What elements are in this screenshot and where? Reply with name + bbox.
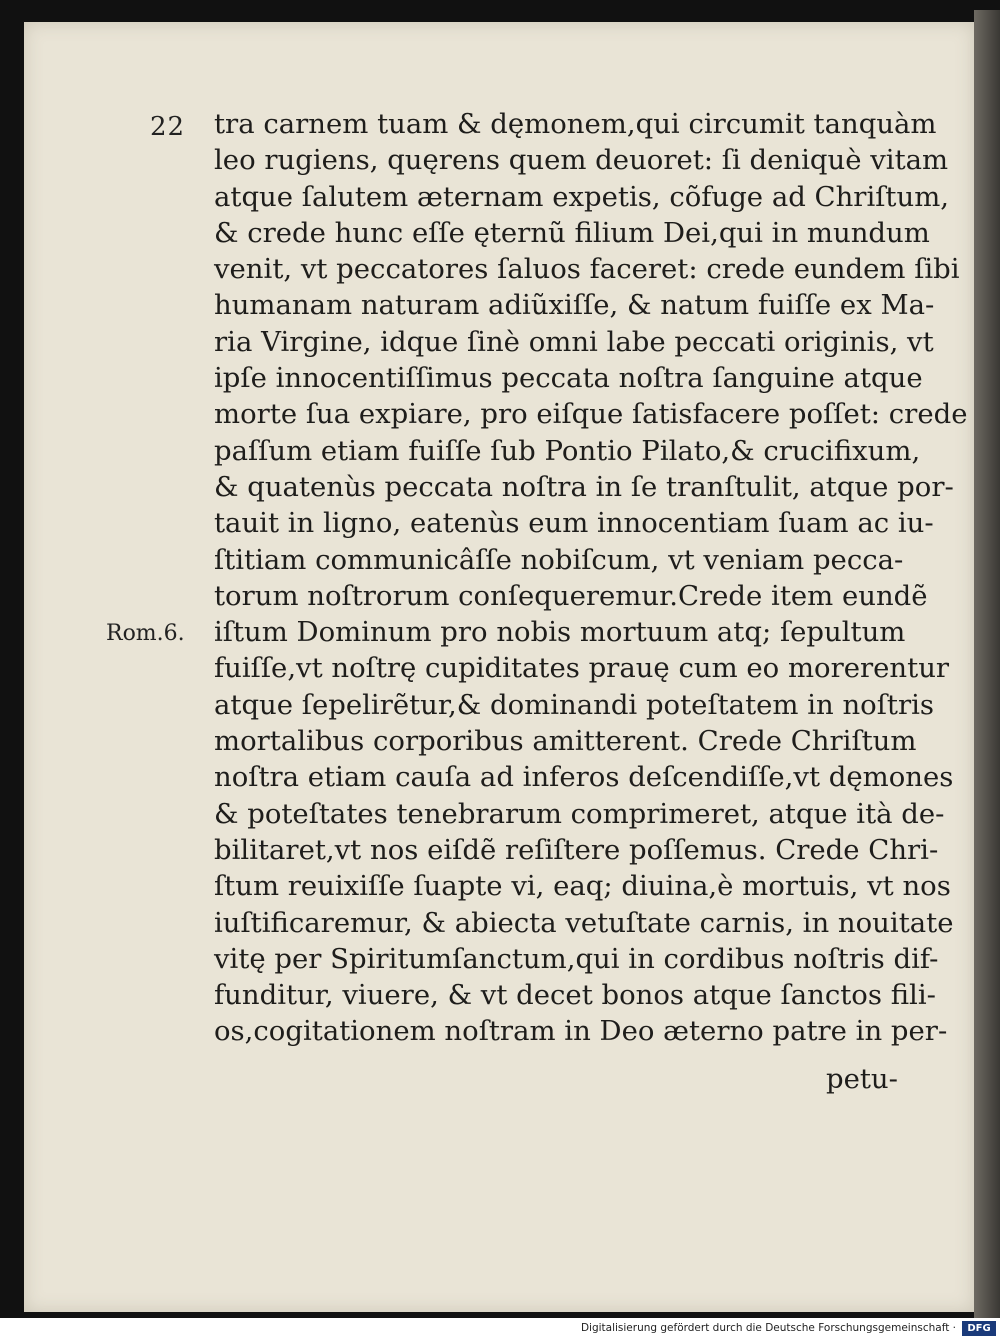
text-line-7: ria Virgine, idque ſinè omni labe peccati originis, vt [214,325,934,358]
text-line-26: os,cogitationem noſtram in Deo æterno patre in per- [214,1015,948,1048]
text-line-19: noſtra etiam cauſa ad inferos deſcendiſſe,vt dęmones [214,761,954,794]
text-line-11: & quatenùs peccata noſtra in ſe tranſtulit, atque por- [214,470,954,503]
text-line-3: atque ſalutem æternam expetis, cõfuge ad Chriſtum, [214,180,950,213]
text-line-23: iuſtificaremur, & abiecta vetuſtate carnis, in nouitate [214,906,954,939]
text-line-16: fuiſſe,vt noſtrę cupiditates prauę cum eo morerentur [214,652,950,685]
catchword: petu- [826,1063,898,1095]
page-number: 22 [150,112,186,142]
text-line-14: torum noſtrorum conſequeremur.Crede item eundẽ [214,579,928,612]
text-line-18: mortalibus corporibus amitterent. Crede Chriſtum [214,725,917,758]
body-text [214,106,968,1050]
text-line-4: & crede hunc eſſe ęternũ filium Dei,qui in mundum [214,216,930,249]
text-line-1: tra carnem tuam & dęmonem,qui circumit tanquàm [214,108,937,140]
text-line-6: humanam naturam adiũxiſſe, & natum fuiſſe ex Ma- [214,289,935,322]
text-line-12: tauit in ligno, eatenùs eum innocentiam ſuam ac iu- [214,507,934,540]
text-line-17: atque ſepelirẽtur,& dominandi poteſtatem in noſtris [214,688,935,721]
text-line-25: funditur, viuere, & vt decet bonos atque ſanctos fili- [214,979,936,1012]
text-line-5: venit, vt peccatores ſaluos faceret: crede eundem ſibi [214,253,960,286]
text-line-2: leo rugiens, quęrens quem deuoret: ſi deniquè vitam [214,144,949,177]
text-line-8: ipſe innocentiſſimus peccata noſtra ſanguine atque [214,362,923,395]
digitization-credit: Digitalisierung gefördert durch die Deutsche Forschungsgemeinschaft · [580,1322,956,1334]
dfg-logo: DFG [962,1321,996,1336]
text-line-20: & poteſtates tenebrarum comprimeret, atque ità de- [214,797,945,830]
text-line-9: morte ſua expiare, pro eiſque ſatisfacere poſſet: crede [214,398,968,431]
text-line-24: vitę per Spiritumſanctum,qui in cordibus noſtris dif- [214,942,939,975]
text-line-21: bilitaret,vt nos eiſdẽ reſiſtere poſſemus. Crede Chri- [214,833,939,866]
text-line-15: iſtum Dominum pro nobis mortuum atq; ſepultum [214,616,906,649]
text-line-13: ſtitiam communicâſſe nobiſcum, vt veniam pecca- [214,543,904,576]
book-edge [974,10,1000,1318]
text-line-10: paſſum etiam fuiſſe ſub Pontio Pilato,& crucifixum, [214,434,921,467]
text-line-22: ſtum reuixiſſe ſuapte vi, eaq; diuina,è mortuis, vt nos [214,870,951,903]
marginal-note: Rom.6. [106,621,185,646]
